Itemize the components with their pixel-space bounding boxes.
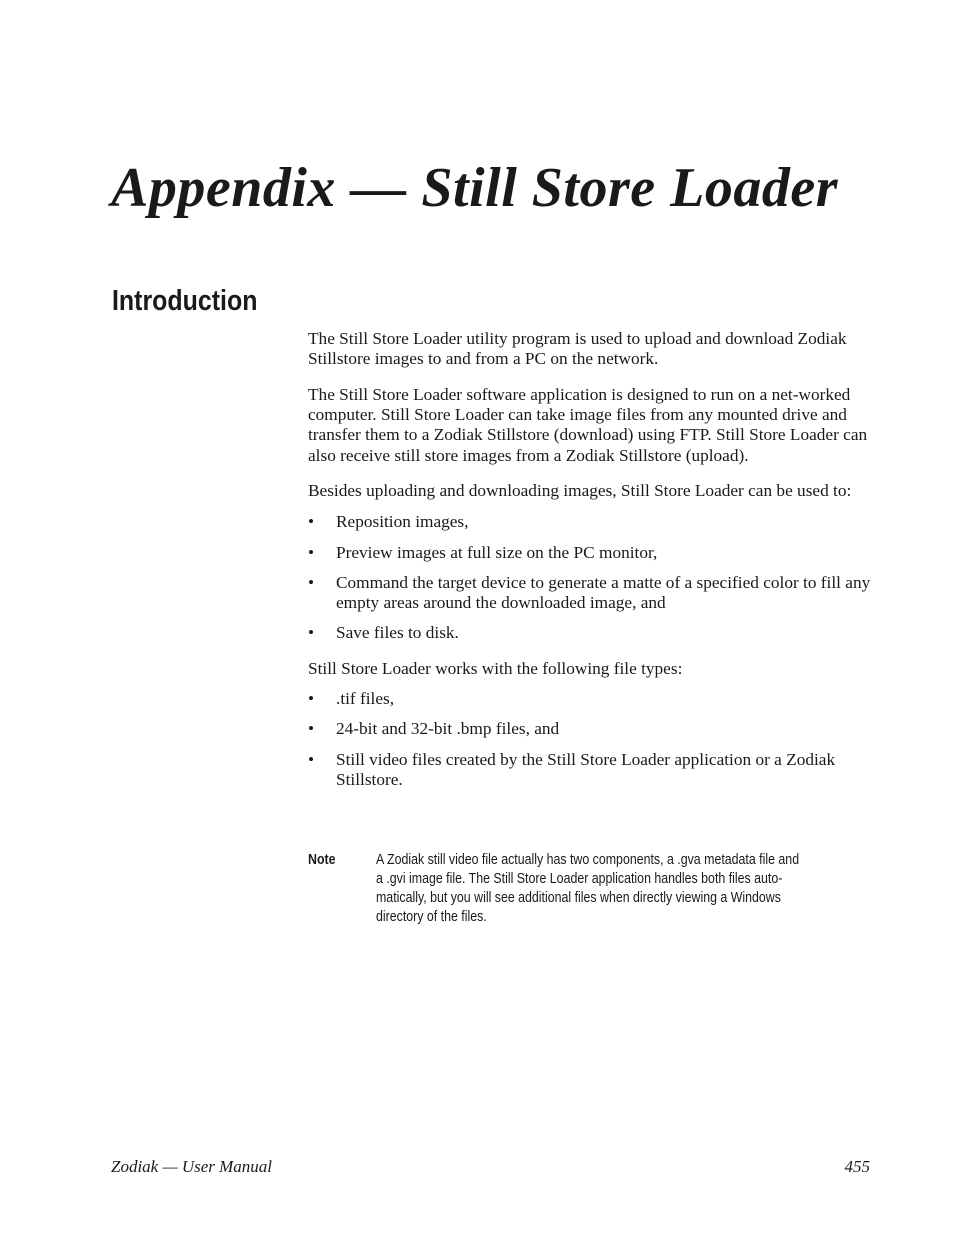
note-line: matically, but you will see additional files when directly viewing a Windows <box>376 890 781 906</box>
list-item: • 24-bit and 32-bit .bmp files, and <box>308 719 873 739</box>
footer-page-number: 455 <box>844 1157 870 1176</box>
intro-paragraph: The Still Store Loader utility program is used to upload and download Zodiak Stillstore images to and from a PC on the network. <box>308 329 847 369</box>
application-paragraph: The Still Store Loader software application is designed to run on a net-worked computer. Still Store Loader can take image files from any mounted drive and transfer them to a Zodiak Stillstore (download) using FTP. Still Store Loader can also receive still store images from a Zodiak Stillstore (upload). <box>308 385 868 465</box>
list-item: • Preview images at full size on the PC monitor, <box>308 543 873 563</box>
note-line: directory of the files. <box>376 909 487 925</box>
uses-intro-paragraph: Besides uploading and downloading images, Still Store Loader can be used to: <box>308 481 852 501</box>
footer-manual-title: Zodiak — User Manual <box>111 1157 273 1176</box>
list-item: • Still video files created by the Still Store Loader application or a Zodiak Stillstore. <box>308 750 873 790</box>
note-line: A Zodiak still video file actually has two components, a .gva metadata file and <box>376 852 800 868</box>
file-types-list <box>308 689 873 790</box>
list-item: • .tif files, <box>308 689 873 709</box>
section-heading: Introduction <box>112 285 258 317</box>
body-content <box>308 329 873 790</box>
file-types-intro-paragraph: Still Store Loader works with the following file types: <box>308 658 683 678</box>
note-line: a .gvi image file. The Still Store Loader application handles both files auto- <box>376 871 783 887</box>
uses-list <box>308 512 873 644</box>
list-item: • Save files to disk. <box>308 623 873 643</box>
page-title: Appendix — Still Store Loader <box>111 157 838 219</box>
note-text <box>376 851 858 927</box>
note-label: Note <box>308 852 336 868</box>
list-item: • Command the target device to generate a matte of a specified color to fill any empty areas around the downloaded image, and <box>308 573 873 613</box>
list-item: • Reposition images, <box>308 512 873 532</box>
